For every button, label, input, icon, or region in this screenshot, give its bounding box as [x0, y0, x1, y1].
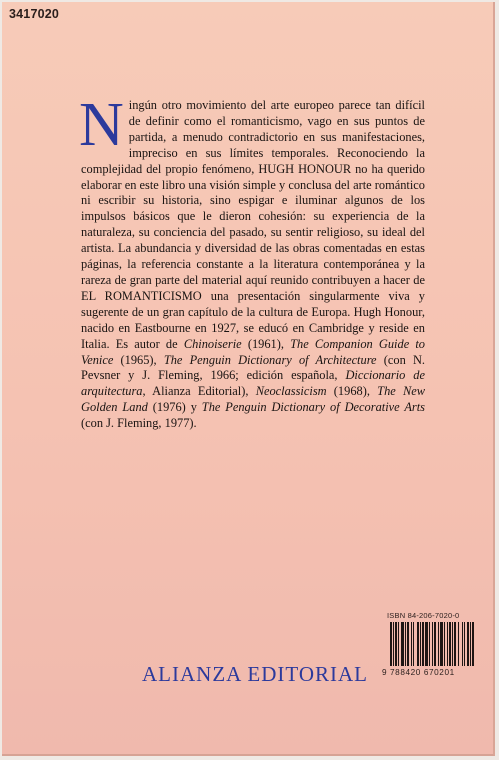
text-segment: (con N. Pevsner y J. Fleming, 1966; edición española,: [81, 352, 425, 383]
barcode-bar: [440, 622, 443, 666]
barcode-bar: [398, 622, 399, 666]
barcode-bar: [401, 622, 404, 666]
barcode-bar: [447, 622, 448, 666]
book-title: The Penguin Dictionary of Architecture: [163, 352, 377, 367]
book-title: Neoclassicism: [255, 384, 327, 399]
barcode-bar: [470, 622, 471, 666]
text-segment: (1961),: [241, 336, 291, 351]
text-segment: ingún otro movimiento del arte europeo parece tan difícil de definir como el romanticismo, vago en sus puntos de partida, a menudo contradictorio en sus manifestaciones, impreciso en sus límites temporales. Reconociendo la complejidad del propio fenómeno, HUGH HONOUR no ha querido elaborar en este libro una visión simple y conclusa del arte romántico ni escribir su historia, sino espigar e iluminar algunos de los impulsos básicos que le dieron cohesión: su experiencia de la naturaleza, su conciencia del pasado, su sentir religioso, su ideal del artista. La abundancia y diversidad de las obras comentadas en estas páginas, la referencia constante a la literatura contemporánea y la rareza de gran parte del material aquí reunido contribuyen a hacer de EL ROMANTICISMO una presentación singularmente viva y sugerente de un gran capítulo de la cultura de Europa. Hugh Honour, nacido en Eastbourne en 1927, se educó en Cambridge y reside en Italia. Es autor de: [81, 98, 425, 351]
book-title: Diccionario de arquitectura: [81, 368, 425, 399]
book-title: The New Golden Land: [81, 384, 426, 415]
barcode-bar: [434, 622, 436, 666]
barcode: [390, 622, 482, 666]
barcode-bar: [395, 622, 397, 666]
barcode-bar: [405, 622, 406, 666]
barcode-bar: [420, 622, 421, 666]
barcode-bar: [452, 622, 453, 666]
barcode-bar: [429, 622, 430, 666]
barcode-bar: [462, 622, 463, 666]
isbn-label: ISBN 84-206-7020-0: [387, 611, 460, 620]
barcode-bar: [444, 622, 445, 666]
barcode-bar: [413, 622, 414, 666]
barcode-bar: [425, 622, 428, 666]
barcode-bar: [449, 622, 451, 666]
publisher-name: ALIANZA EDITORIAL: [142, 662, 368, 686]
barcode-bar: [417, 622, 419, 666]
book-title: The Companion Guide to Venice: [81, 336, 426, 367]
description-text: [79, 91, 426, 432]
barcode-bar: [438, 622, 439, 666]
barcode-bar: [467, 622, 469, 666]
barcode-number: 9 788420 670201: [382, 668, 455, 677]
barcode-bar: [422, 622, 424, 666]
barcode-bar: [458, 622, 459, 666]
barcode-bar: [464, 622, 465, 666]
barcode-icon: [390, 622, 482, 666]
barcode-bar: [411, 622, 412, 666]
barcode-bar: [407, 622, 409, 666]
barcode-bar: [390, 622, 392, 666]
text-segment: (con J. Fleming, 1977).: [81, 416, 197, 431]
text-segment: , Alianza Editorial),: [142, 384, 256, 399]
barcode-bar: [393, 622, 394, 666]
text-segment: (1965),: [113, 352, 164, 367]
book-title: Chinoiserie: [183, 336, 242, 351]
barcode-bar: [432, 622, 433, 666]
book-title: The Penguin Dictionary of Decorative Arts: [201, 400, 425, 415]
text-segment: (1976) y: [147, 400, 202, 415]
barcode-bar: [472, 622, 474, 666]
drop-cap: N: [79, 91, 124, 159]
back-cover: [2, 2, 495, 756]
catalog-code: 3417020: [9, 7, 60, 21]
barcode-bar: [454, 622, 456, 666]
text-segment: (1968),: [326, 384, 378, 399]
